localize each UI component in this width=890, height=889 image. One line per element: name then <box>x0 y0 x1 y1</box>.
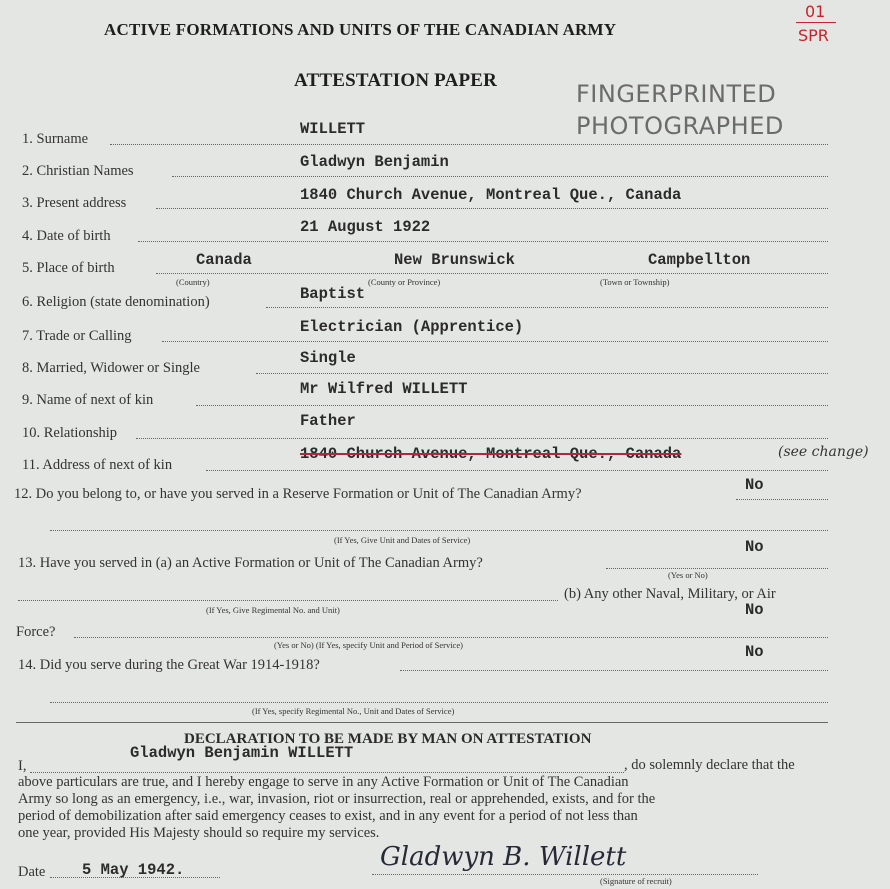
dotted-line <box>138 241 828 242</box>
dotted-line <box>74 637 828 638</box>
dotted-line <box>400 670 828 671</box>
dotted-line <box>156 273 828 274</box>
declarant-name: Gladwyn Benjamin WILLETT <box>130 744 354 762</box>
dotted-line <box>50 702 828 703</box>
declaration-i: I, <box>18 758 27 774</box>
q12-caption: (If Yes, Give Unit and Dates of Service) <box>334 535 471 545</box>
dotted-line <box>256 373 828 374</box>
annotation-bottom: SPR <box>798 26 829 45</box>
q13a-answer: No <box>745 538 764 556</box>
marital-label: 8. Married, Widower or Single <box>22 360 200 376</box>
nok-address-note: (see change) <box>778 444 869 460</box>
q14-label: 14. Did you serve during the Great War 1914-1918? <box>18 657 320 673</box>
signature-caption: (Signature of recruit) <box>600 876 672 886</box>
nok-address-label: 11. Address of next of kin <box>22 457 173 473</box>
annotation-top: 01 <box>805 2 826 21</box>
date-label: Date <box>18 864 46 880</box>
q13b-answer: No <box>745 601 764 619</box>
religion-value: Baptist <box>300 285 366 303</box>
next-of-kin-label: 9. Name of next of kin <box>22 392 154 408</box>
q13b-label: (b) Any other Naval, Military, or Air <box>564 586 776 602</box>
next-of-kin-value: Mr Wilfred WILLETT <box>300 380 468 398</box>
force-caption: (Yes or No) (If Yes, specify Unit and Period of Service) <box>274 640 463 650</box>
declaration-line5: one year, provided His Majesty should so require my services. <box>18 825 380 841</box>
dotted-line <box>196 405 828 406</box>
annotation-rule <box>796 22 836 23</box>
date-of-birth-value: 21 August 1922 <box>300 218 431 236</box>
declaration-line2: above particulars are true, and I hereby engage to serve in any Active Formation or Unit of The Canadian <box>18 774 629 790</box>
dotted-line <box>136 438 828 439</box>
nok-address-value: 1840 Church Avenue, Montreal Que., Canada <box>300 445 682 463</box>
birth-country: Canada <box>196 251 252 269</box>
birth-province: New Brunswick <box>394 251 515 269</box>
trade-value: Electrician (Apprentice) <box>300 318 524 336</box>
place-of-birth-label: 5. Place of birth <box>22 260 115 276</box>
q13a-caption: (Yes or No) <box>668 570 708 580</box>
dotted-line <box>372 874 758 875</box>
christian-names-label: 2. Christian Names <box>22 163 134 179</box>
dotted-line <box>162 341 828 342</box>
surname-label: 1. Surname <box>22 131 89 147</box>
dotted-line <box>30 772 624 773</box>
province-caption: (County or Province) <box>368 277 441 287</box>
recruit-signature: Gladwyn B. Willett <box>380 842 627 872</box>
present-address-label: 3. Present address <box>22 195 127 211</box>
q14-answer: No <box>745 643 764 661</box>
date-value: 5 May 1942. <box>82 861 185 879</box>
dotted-line <box>206 470 828 471</box>
force-label: Force? <box>16 624 56 640</box>
christian-names-value: Gladwyn Benjamin <box>300 153 449 171</box>
declaration-title: DECLARATION TO BE MADE BY MAN ON ATTESTATION <box>184 731 592 747</box>
dotted-line <box>172 176 828 177</box>
stamp-fingerprinted: FINGERPRINTED <box>576 80 777 108</box>
relationship-label: 10. Relationship <box>22 425 118 441</box>
q12-answer: No <box>745 476 764 494</box>
surname-value: WILLETT <box>300 120 366 138</box>
section-divider <box>16 722 828 723</box>
marital-value: Single <box>300 349 356 367</box>
dotted-line <box>110 144 828 145</box>
relationship-value: Father <box>300 412 356 430</box>
birth-town: Campbellton <box>648 251 751 269</box>
trade-label: 7. Trade or Calling <box>22 328 132 344</box>
dotted-line <box>156 208 828 209</box>
q12-label: 12. Do you belong to, or have you served in a Reserve Formation or Unit of The Canadian Army? <box>14 486 582 502</box>
form-title: ACTIVE FORMATIONS AND UNITS OF THE CANADIAN ARMY <box>104 20 617 39</box>
dotted-line <box>606 568 828 569</box>
dotted-line <box>736 499 828 500</box>
date-of-birth-label: 4. Date of birth <box>22 228 111 244</box>
form-subtitle: ATTESTATION PAPER <box>294 70 498 91</box>
declaration-line3: Army so long as an emergency, i.e., war, invasion, riot or insurrection, real or apprehended, exists, and for the <box>18 791 656 807</box>
dotted-line <box>18 600 558 601</box>
dotted-line <box>266 307 828 308</box>
country-caption: (Country) <box>176 277 210 287</box>
stamp-photographed: PHOTOGRAPHED <box>576 112 784 140</box>
declaration-line1: , do solemnly declare that the <box>624 757 795 773</box>
present-address-value: 1840 Church Avenue, Montreal Que., Canada <box>300 186 682 204</box>
town-caption: (Town or Township) <box>600 277 670 287</box>
dotted-line <box>50 530 828 531</box>
q13a-label: 13. Have you served in (a) an Active Formation or Unit of The Canadian Army? <box>18 555 483 571</box>
declaration-line4: period of demobilization after said emergency ceases to exist, and in any event for a period of not less than <box>18 808 638 824</box>
q13b-caption: (If Yes, Give Regimental No. and Unit) <box>206 605 340 615</box>
religion-label: 6. Religion (state denomination) <box>22 294 210 310</box>
q14-caption: (If Yes, specify Regimental No., Unit and Dates of Service) <box>252 706 455 716</box>
